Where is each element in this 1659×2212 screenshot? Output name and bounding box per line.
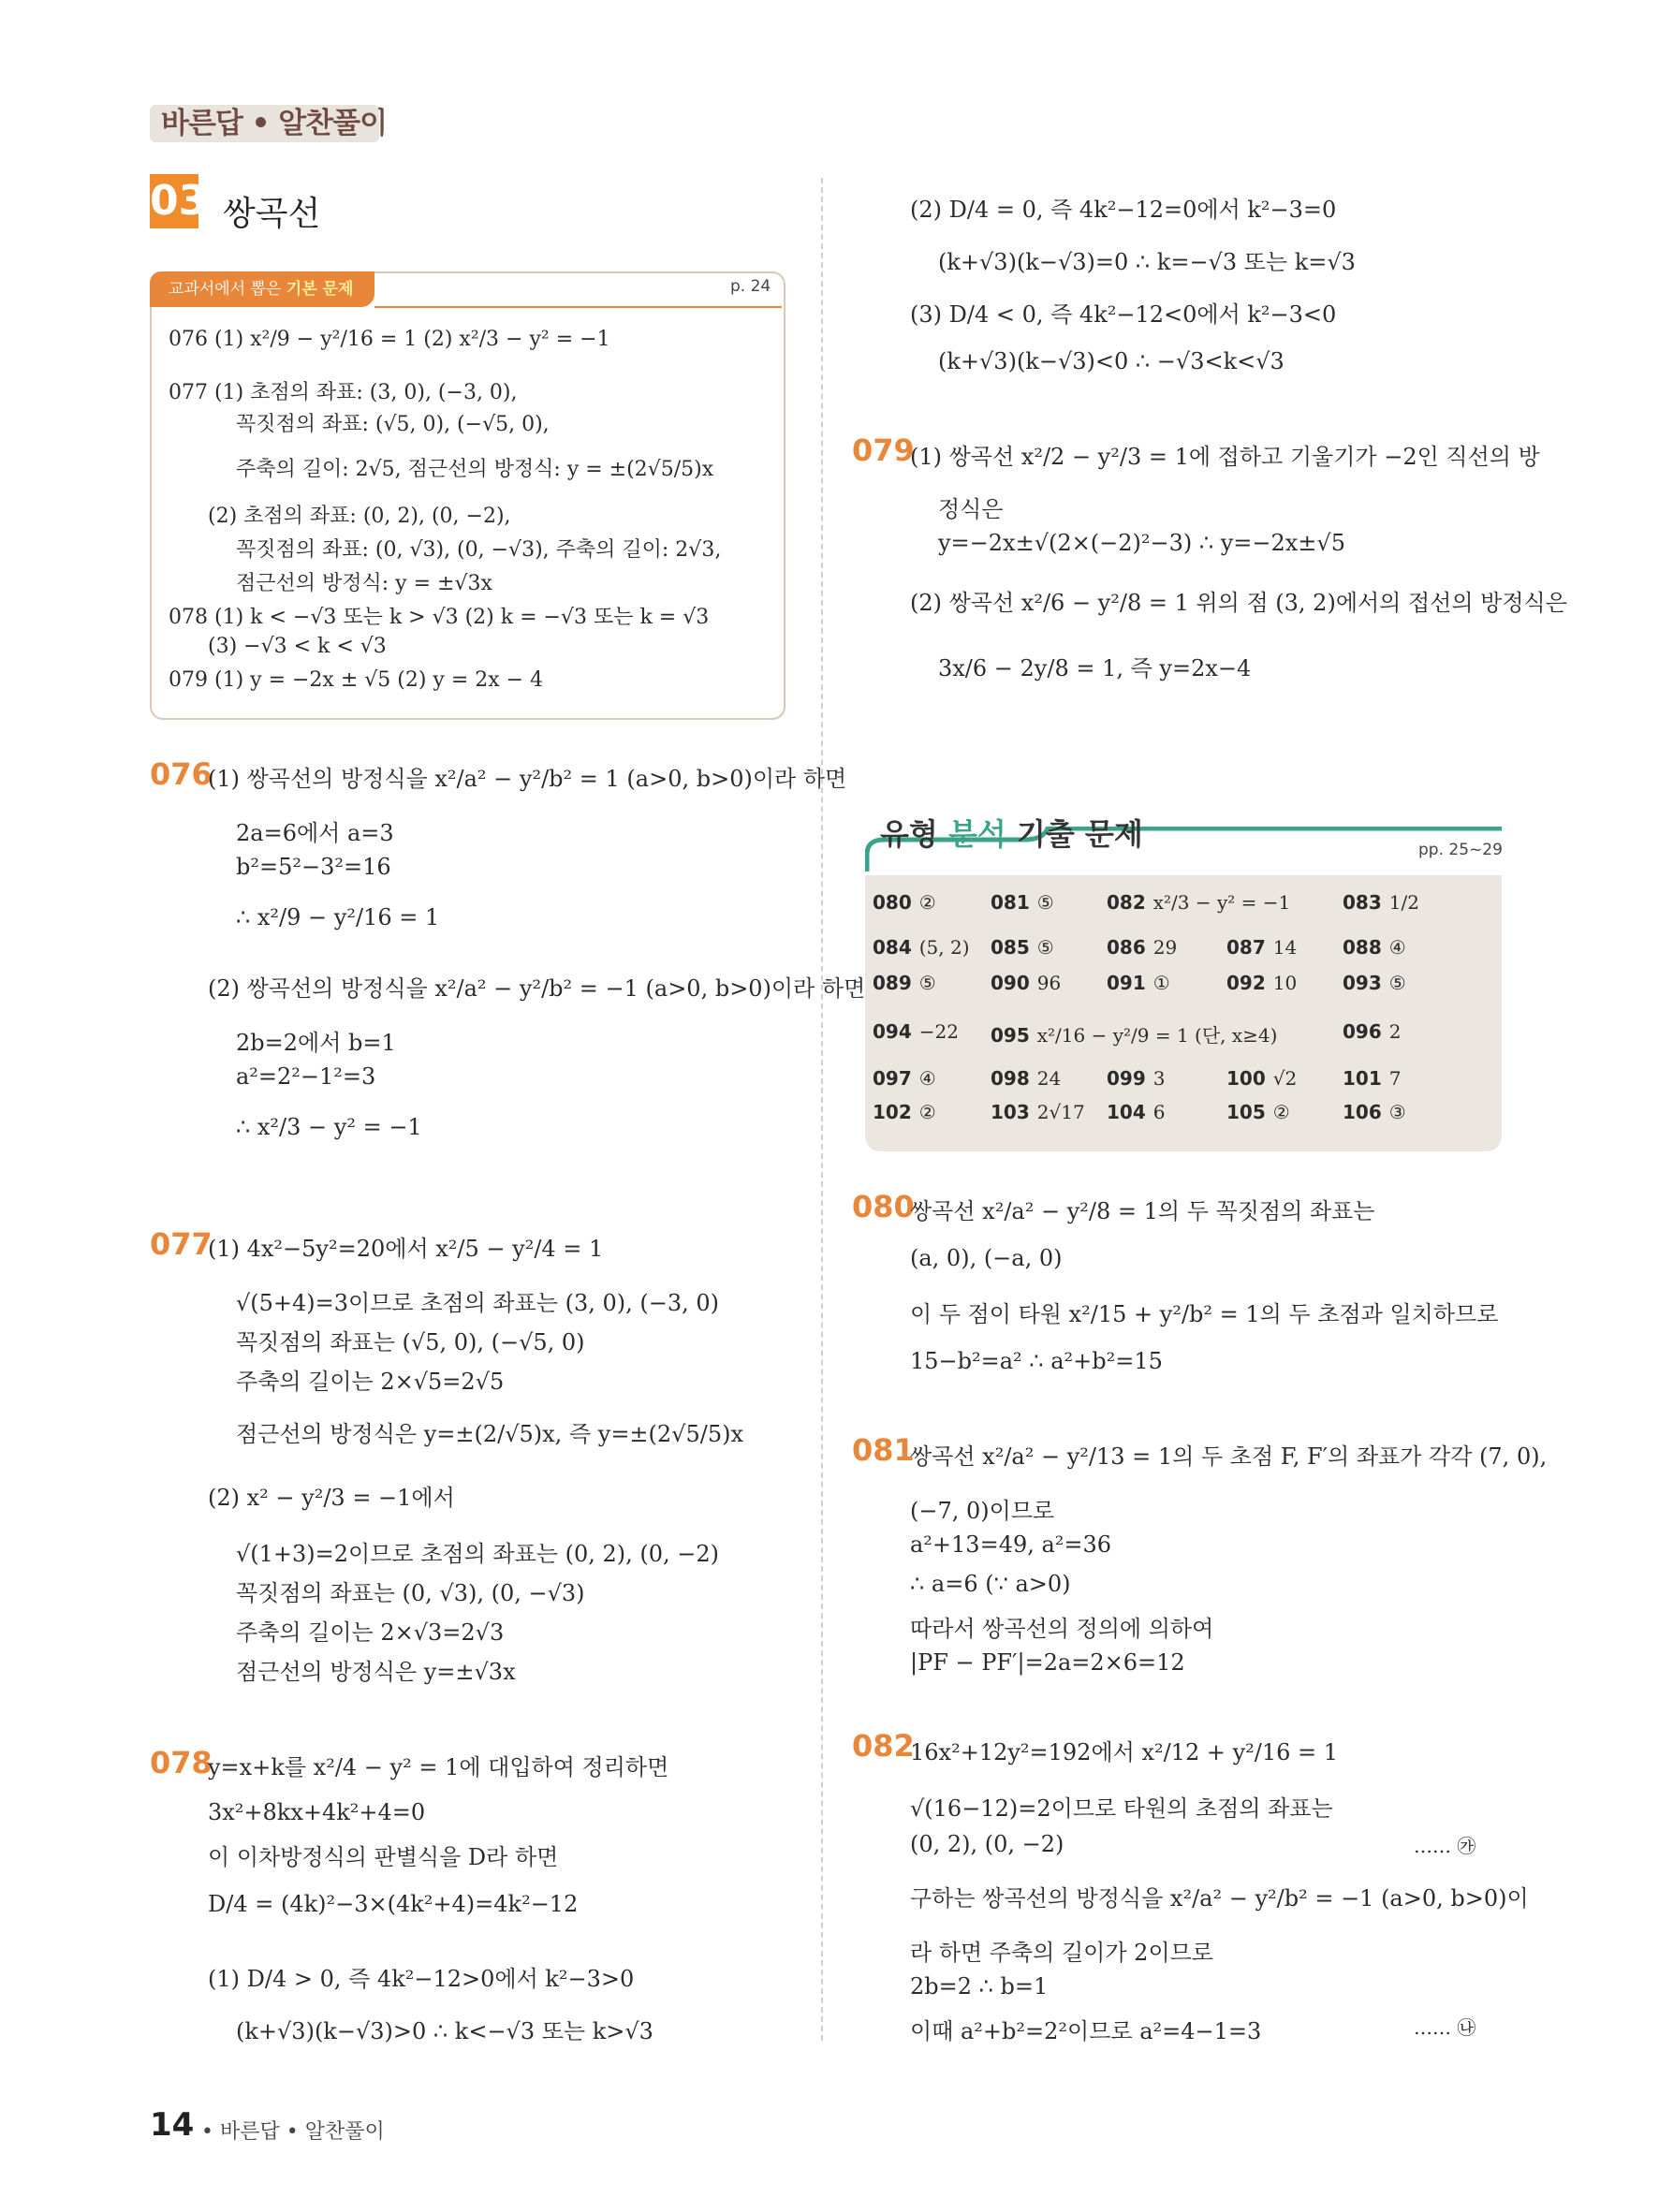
solution-line: (k+√3)(k−√3)>0 ∴ k<−√3 또는 k>√3 bbox=[236, 2018, 653, 2044]
type-answer-value: √2 bbox=[1272, 1067, 1298, 1090]
type-answer-value: (5, 2) bbox=[918, 936, 970, 959]
type-answer-number: 087 bbox=[1226, 936, 1266, 959]
section-title: 쌍곡선 bbox=[223, 195, 321, 233]
solution-line: y=x+k를 x²/4 − y² = 1에 대입하여 정리하면 bbox=[208, 1754, 669, 1780]
type-answer-item bbox=[1343, 972, 1406, 994]
answer-line: (3) −√3 < k < √3 bbox=[208, 635, 387, 658]
type-answer-item bbox=[873, 891, 936, 914]
solution-line: 구하는 쌍곡선의 방정식을 x²/a² − y²/b² = −1 (a>0, b>0)이 bbox=[910, 1885, 1529, 1912]
type-answer-number: 090 bbox=[991, 972, 1030, 994]
problem-number: 080 bbox=[852, 1189, 915, 1224]
type-title-c: 기출 문제 bbox=[1006, 816, 1143, 852]
problem-number: 076 bbox=[150, 756, 213, 792]
type-answer-number: 082 bbox=[1107, 891, 1146, 914]
answer-tab-emph: 기본 문제 bbox=[286, 280, 354, 299]
solution-line: (k+√3)(k−√3)=0 ∴ k=−√3 또는 k=√3 bbox=[938, 249, 1356, 275]
type-answer-number: 083 bbox=[1343, 891, 1382, 914]
solution-line: (3) D/4 < 0, 즉 4k²−12<0에서 k²−3<0 bbox=[910, 301, 1337, 328]
answer-box-page: p. 24 bbox=[730, 277, 771, 296]
solution-line: 2a=6에서 a=3 bbox=[236, 820, 394, 846]
solution-line: 이 두 점이 타원 x²/15 + y²/b² = 1의 두 초점과 일치하므로 bbox=[910, 1301, 1499, 1327]
solution-line: 2b=2에서 b=1 bbox=[236, 1030, 396, 1056]
type-answer-value: x²/3 − y² = −1 bbox=[1152, 891, 1291, 914]
type-answer-value: ② bbox=[918, 891, 936, 914]
type-answer-value: ⑤ bbox=[918, 972, 936, 994]
type-answer-value: ③ bbox=[1388, 1101, 1406, 1123]
type-answer-value: 7 bbox=[1388, 1067, 1402, 1090]
solution-line: (2) 쌍곡선 x²/6 − y²/8 = 1 위의 점 (3, 2)에서의 접선의 방정식은 bbox=[910, 590, 1567, 616]
type-answer-value: −22 bbox=[918, 1020, 959, 1043]
type-answer-item bbox=[873, 972, 936, 994]
problem-number: 079 bbox=[852, 432, 915, 468]
type-section-pages: pp. 25~29 bbox=[1418, 841, 1503, 859]
solution-line: D/4 = (4k)²−3×(4k²+4)=4k²−12 bbox=[208, 1891, 579, 1917]
type-answer-value: 2 bbox=[1388, 1020, 1402, 1043]
header-title: 바른답 • 알찬풀이 bbox=[161, 107, 388, 140]
type-answer-number: 104 bbox=[1107, 1101, 1146, 1123]
solution-line: a²=2²−1²=3 bbox=[236, 1063, 376, 1090]
solution-line: 점근선의 방정식은 y=±√3x bbox=[236, 1659, 516, 1685]
solution-line: 따라서 쌍곡선의 정의에 의하여 bbox=[910, 1616, 1214, 1642]
type-answer-box bbox=[865, 875, 1502, 1151]
solution-line: 꼭짓점의 좌표는 (0, √3), (0, −√3) bbox=[236, 1580, 585, 1606]
solution-line: (2) x² − y²/3 = −1에서 bbox=[208, 1485, 455, 1511]
solution-line: y=−2x±√(2×(−2)²−3) ∴ y=−2x±√5 bbox=[938, 530, 1345, 556]
column-divider bbox=[821, 178, 823, 2041]
type-answer-value: 29 bbox=[1152, 936, 1178, 959]
solution-line: (1) D/4 > 0, 즉 4k²−12>0에서 k²−3>0 bbox=[208, 1966, 635, 1992]
type-answer-item bbox=[1226, 1067, 1297, 1090]
answer-line: 점근선의 방정식: y = ±√3x bbox=[236, 572, 492, 595]
type-answer-number: 103 bbox=[991, 1101, 1030, 1123]
answer-line: 꼭짓점의 좌표: (0, √3), (0, −√3), 주축의 길이: 2√3, bbox=[236, 538, 722, 562]
type-answer-number: 086 bbox=[1107, 936, 1146, 959]
type-answer-value: 96 bbox=[1036, 972, 1062, 994]
solution-line: 정식은 bbox=[938, 496, 1004, 522]
problem-number: 081 bbox=[852, 1432, 915, 1468]
type-answer-item bbox=[1226, 936, 1297, 959]
reference-mark: …… ㉮ bbox=[1414, 1835, 1476, 1857]
type-answer-item bbox=[991, 972, 1061, 994]
solution-line: (1) 쌍곡선의 방정식을 x²/a² − y²/b² = 1 (a>0, b>0)이라 하면 bbox=[208, 766, 847, 792]
type-answer-item bbox=[873, 936, 970, 959]
solution-line: 이 이차방정식의 판별식을 D라 하면 bbox=[208, 1844, 559, 1870]
answer-line: 078 (1) k < −√3 또는 k > √3 (2) k = −√3 또는 k = √3 bbox=[169, 606, 710, 629]
type-answer-item bbox=[873, 1101, 936, 1123]
problem-number: 078 bbox=[150, 1745, 213, 1780]
solution-line: √(1+3)=2이므로 초점의 좌표는 (0, 2), (0, −2) bbox=[236, 1541, 720, 1567]
type-answer-value: 10 bbox=[1272, 972, 1298, 994]
type-answer-number: 088 bbox=[1343, 936, 1382, 959]
answer-line: 076 (1) x²/9 − y²/16 = 1 (2) x²/3 − y² = −1 bbox=[169, 328, 610, 351]
type-answer-item bbox=[1107, 1101, 1165, 1123]
solution-line: (k+√3)(k−√3)<0 ∴ −√3<k<√3 bbox=[938, 348, 1285, 374]
problem-number: 082 bbox=[852, 1728, 915, 1764]
type-answer-item bbox=[873, 1067, 936, 1090]
answer-box-tab bbox=[150, 271, 374, 307]
type-answer-value: x²/16 − y²/9 = 1 (단, x≥4) bbox=[1036, 1024, 1278, 1047]
type-answer-value: 2√17 bbox=[1036, 1101, 1085, 1123]
type-answer-value: 14 bbox=[1272, 936, 1298, 959]
type-answer-item bbox=[1343, 1101, 1406, 1123]
type-answer-value: ⑤ bbox=[1036, 891, 1054, 914]
type-answer-value: ② bbox=[918, 1101, 936, 1123]
reference-mark: …… ㉯ bbox=[1414, 2016, 1476, 2039]
type-section-title bbox=[880, 811, 1143, 854]
type-answer-item bbox=[1107, 972, 1170, 994]
type-answer-value: ① bbox=[1152, 972, 1170, 994]
solution-line: (1) 쌍곡선 x²/2 − y²/3 = 1에 접하고 기울기가 −2인 직선의 방 bbox=[910, 444, 1540, 470]
solution-line: (0, 2), (0, −2) bbox=[910, 1831, 1064, 1857]
problem-number: 077 bbox=[150, 1226, 213, 1262]
type-answer-number: 098 bbox=[991, 1067, 1030, 1090]
solution-line: ∴ a=6 (∵ a>0) bbox=[910, 1571, 1071, 1597]
type-answer-number: 085 bbox=[991, 936, 1030, 959]
solution-line: 쌍곡선 x²/a² − y²/13 = 1의 두 초점 F, F′의 좌표가 각각 (7, 0), bbox=[910, 1443, 1548, 1470]
type-answer-number: 099 bbox=[1107, 1067, 1146, 1090]
type-answer-item bbox=[1107, 891, 1290, 914]
type-title-b: 분석 bbox=[947, 816, 1006, 852]
solution-line: 라 하면 주축의 길이가 2이므로 bbox=[910, 1940, 1213, 1966]
type-answer-number: 080 bbox=[873, 891, 912, 914]
type-answer-value: ④ bbox=[918, 1067, 936, 1090]
solution-line: 쌍곡선 x²/a² − y²/8 = 1의 두 꼭짓점의 좌표는 bbox=[910, 1198, 1375, 1224]
type-answer-number: 100 bbox=[1226, 1067, 1266, 1090]
solution-line: √(5+4)=3이므로 초점의 좌표는 (3, 0), (−3, 0) bbox=[236, 1290, 720, 1316]
type-answer-number: 102 bbox=[873, 1101, 912, 1123]
type-answer-value: 24 bbox=[1036, 1067, 1062, 1090]
type-answer-item bbox=[1226, 1101, 1290, 1123]
solution-line: 주축의 길이는 2×√3=2√3 bbox=[236, 1619, 505, 1646]
type-answer-value: ⑤ bbox=[1388, 972, 1406, 994]
solution-line: 16x²+12y²=192에서 x²/12 + y²/16 = 1 bbox=[910, 1739, 1339, 1765]
type-answer-item bbox=[991, 1067, 1061, 1090]
solution-line: 점근선의 방정식은 y=±(2/√5)x, 즉 y=±(2√5/5)x bbox=[236, 1421, 743, 1447]
page-number: 14 bbox=[150, 2106, 195, 2144]
answer-box-rule bbox=[374, 306, 782, 308]
footer-text: • 바른답 • 알찬풀이 bbox=[201, 2120, 385, 2144]
solution-line: (2) 쌍곡선의 방정식을 x²/a² − y²/b² = −1 (a>0, b>0)이라 하면 bbox=[208, 975, 866, 1002]
answer-line: (2) 초점의 좌표: (0, 2), (0, −2), bbox=[208, 505, 511, 528]
type-answer-number: 094 bbox=[873, 1020, 912, 1043]
solution-line: (1) 4x²−5y²=20에서 x²/5 − y²/4 = 1 bbox=[208, 1236, 604, 1262]
type-answer-item bbox=[991, 936, 1054, 959]
type-answer-item bbox=[873, 1020, 959, 1043]
solution-line: 꼭짓점의 좌표는 (√5, 0), (−√5, 0) bbox=[236, 1329, 585, 1355]
type-answer-value: ⑤ bbox=[1036, 936, 1054, 959]
type-answer-item bbox=[1107, 936, 1177, 959]
type-answer-item bbox=[1107, 1067, 1165, 1090]
section-number: 03 bbox=[150, 174, 198, 228]
solution-line: |PF − PF′|=2a=2×6=12 bbox=[910, 1649, 1185, 1676]
solution-line: √(16−12)=2이므로 타원의 초점의 좌표는 bbox=[910, 1795, 1333, 1822]
answer-line: 079 (1) y = −2x ± √5 (2) y = 2x − 4 bbox=[169, 668, 544, 692]
type-answer-item bbox=[1343, 1067, 1401, 1090]
type-answer-item bbox=[1226, 972, 1297, 994]
solution-line: b²=5²−3²=16 bbox=[236, 854, 391, 880]
type-title-a: 유형 bbox=[880, 816, 948, 852]
type-answer-number: 091 bbox=[1107, 972, 1146, 994]
solution-line: (−7, 0)이므로 bbox=[910, 1498, 1055, 1524]
solution-line: 이때 a²+b²=2²이므로 a²=4−1=3 bbox=[910, 2018, 1262, 2044]
type-answer-number: 092 bbox=[1226, 972, 1266, 994]
solution-line: 2b=2 ∴ b=1 bbox=[910, 1973, 1049, 2000]
solution-line: ∴ x²/3 − y² = −1 bbox=[236, 1114, 422, 1140]
solution-line: ∴ x²/9 − y²/16 = 1 bbox=[236, 904, 440, 930]
type-answer-value: ④ bbox=[1388, 936, 1406, 959]
type-answer-number: 081 bbox=[991, 891, 1030, 914]
solution-line: (a, 0), (−a, 0) bbox=[910, 1245, 1063, 1271]
answer-line: 꼭짓점의 좌표: (√5, 0), (−√5, 0), bbox=[236, 413, 550, 436]
solution-line: 15−b²=a² ∴ a²+b²=15 bbox=[910, 1348, 1163, 1374]
type-answer-number: 093 bbox=[1343, 972, 1382, 994]
type-answer-value: 3 bbox=[1152, 1067, 1166, 1090]
type-answer-item bbox=[1343, 891, 1419, 914]
type-answer-value: ② bbox=[1272, 1101, 1290, 1123]
type-answer-item bbox=[991, 1101, 1085, 1123]
answer-line: 주축의 길이: 2√5, 점근선의 방정식: y = ±(2√5/5)x bbox=[236, 458, 714, 481]
type-answer-number: 097 bbox=[873, 1067, 912, 1090]
type-answer-number: 089 bbox=[873, 972, 912, 994]
solution-line: (2) D/4 = 0, 즉 4k²−12=0에서 k²−3=0 bbox=[910, 197, 1337, 223]
type-answer-number: 096 bbox=[1343, 1020, 1382, 1043]
solution-line: 3x²+8kx+4k²+4=0 bbox=[208, 1799, 426, 1825]
type-answer-item bbox=[1343, 1020, 1401, 1043]
type-answer-number: 106 bbox=[1343, 1101, 1382, 1123]
type-answer-number: 095 bbox=[991, 1024, 1030, 1047]
type-answer-number: 101 bbox=[1343, 1067, 1382, 1090]
type-answer-number: 105 bbox=[1226, 1101, 1266, 1123]
type-answer-item bbox=[991, 1020, 1277, 1047]
answer-line: 077 (1) 초점의 좌표: (3, 0), (−3, 0), bbox=[169, 381, 518, 404]
type-answer-item bbox=[1343, 936, 1406, 959]
type-answer-item bbox=[991, 891, 1054, 914]
solution-line: 3x/6 − 2y/8 = 1, 즉 y=2x−4 bbox=[938, 655, 1252, 681]
type-answer-value: 6 bbox=[1152, 1101, 1166, 1123]
answer-tab-prefix: 교과서에서 뽑은 bbox=[169, 280, 286, 299]
type-answer-number: 084 bbox=[873, 936, 912, 959]
type-answer-value: 1/2 bbox=[1388, 891, 1419, 914]
solution-line: a²+13=49, a²=36 bbox=[910, 1531, 1112, 1558]
solution-line: 주축의 길이는 2×√5=2√5 bbox=[236, 1369, 505, 1395]
